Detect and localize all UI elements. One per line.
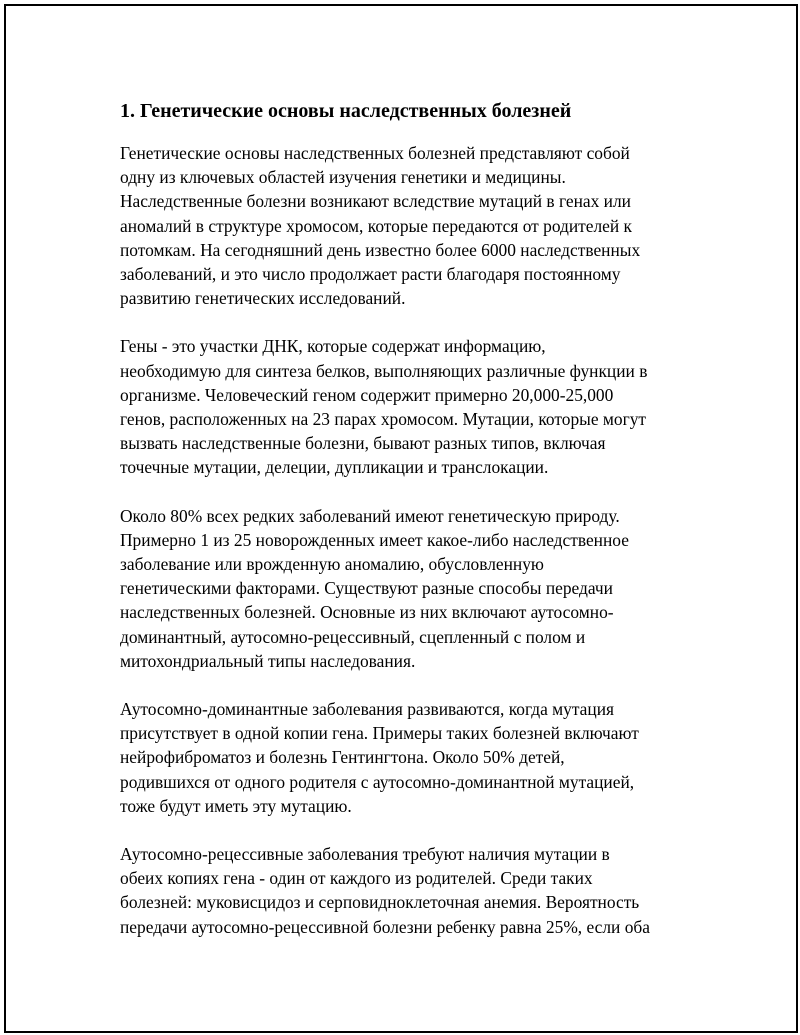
paragraph-1: [120, 141, 720, 310]
paragraph-line: передачи аутосомно-рецессивной болезни ребенку равна 25%, если оба: [120, 916, 650, 937]
paragraph-line: генетическими факторами. Существуют разные способы передачи: [120, 578, 613, 599]
document-body: [120, 97, 720, 963]
paragraph-line: Аутосомно-доминантные заболевания развиваются, когда мутация: [120, 699, 615, 720]
paragraph-line: родившихся от одного родителя с аутосомно-доминантной мутацией,: [120, 771, 635, 792]
paragraph-line: Наследственные болезни возникают вследствие мутаций в генах или: [120, 191, 631, 212]
paragraph-line: необходимую для синтеза белков, выполняющих различные функции в: [120, 360, 648, 381]
paragraph-line: организме. Человеческий геном содержит примерно 20,000-25,000: [120, 384, 614, 405]
paragraph-3: [120, 504, 720, 673]
paragraph-line: болезней: муковисцидоз и серповидноклеточная анемия. Вероятность: [120, 892, 640, 913]
paragraph-line: Генетические основы наследственных болезней представляют собой: [120, 143, 630, 163]
paragraph-line: Около 80% всех редких заболеваний имеют генетическую природу.: [120, 505, 620, 526]
paragraph-5: [120, 842, 720, 939]
section-heading: 1. Генетические основы наследственных болезней: [120, 100, 572, 122]
paragraph-line: Гены - это участки ДНК, которые содержат информацию,: [120, 336, 546, 357]
paragraph-2: [120, 334, 720, 479]
paragraph-line: Примерно 1 из 25 новорожденных имеет какое-либо наследственное: [120, 529, 629, 550]
paragraph-line: заболеваний, и это число продолжает расти благодаря постоянному: [120, 264, 621, 285]
paragraph-line: тоже будут иметь эту мутацию.: [120, 795, 352, 816]
paragraph-line: аномалий в структуре хромосом, которые передаются от родителей к: [120, 215, 632, 236]
paragraph-line: обеих копиях гена - один от каждого из родителей. Среди таких: [120, 868, 593, 889]
paragraph-line: развитию генетических исследований.: [120, 288, 406, 309]
document-page: [4, 4, 798, 1033]
paragraph-line: Аутосомно-рецессивные заболевания требуют наличия мутации в: [120, 844, 610, 865]
paragraph-line: нейрофиброматоз и болезнь Гентингтона. Около 50% детей,: [120, 747, 565, 768]
paragraph-line: заболевание или врожденную аномалию, обусловленную: [120, 554, 544, 575]
paragraph-line: доминантный, аутосомно-рецессивный, сцепленный с полом и: [120, 626, 586, 647]
paragraph-line: присутствует в одной копии гена. Примеры таких болезней включают: [120, 723, 639, 744]
paragraph-line: точечные мутации, делеции, дупликации и транслокации.: [120, 457, 549, 478]
paragraph-line: одну из ключевых областей изучения генетики и медицины.: [120, 167, 566, 188]
paragraph-line: потомкам. На сегодняшний день известно более 6000 наследственных: [120, 239, 641, 260]
paragraph-4: [120, 697, 720, 818]
paragraph-line: митохондриальный типы наследования.: [120, 650, 416, 671]
paragraph-line: наследственных болезней. Основные из них включают аутосомно-: [120, 602, 614, 623]
paragraph-line: генов, расположенных на 23 парах хромосом. Мутации, которые могут: [120, 409, 647, 430]
paragraph-line: вызвать наследственные болезни, бывают разных типов, включая: [120, 433, 606, 454]
